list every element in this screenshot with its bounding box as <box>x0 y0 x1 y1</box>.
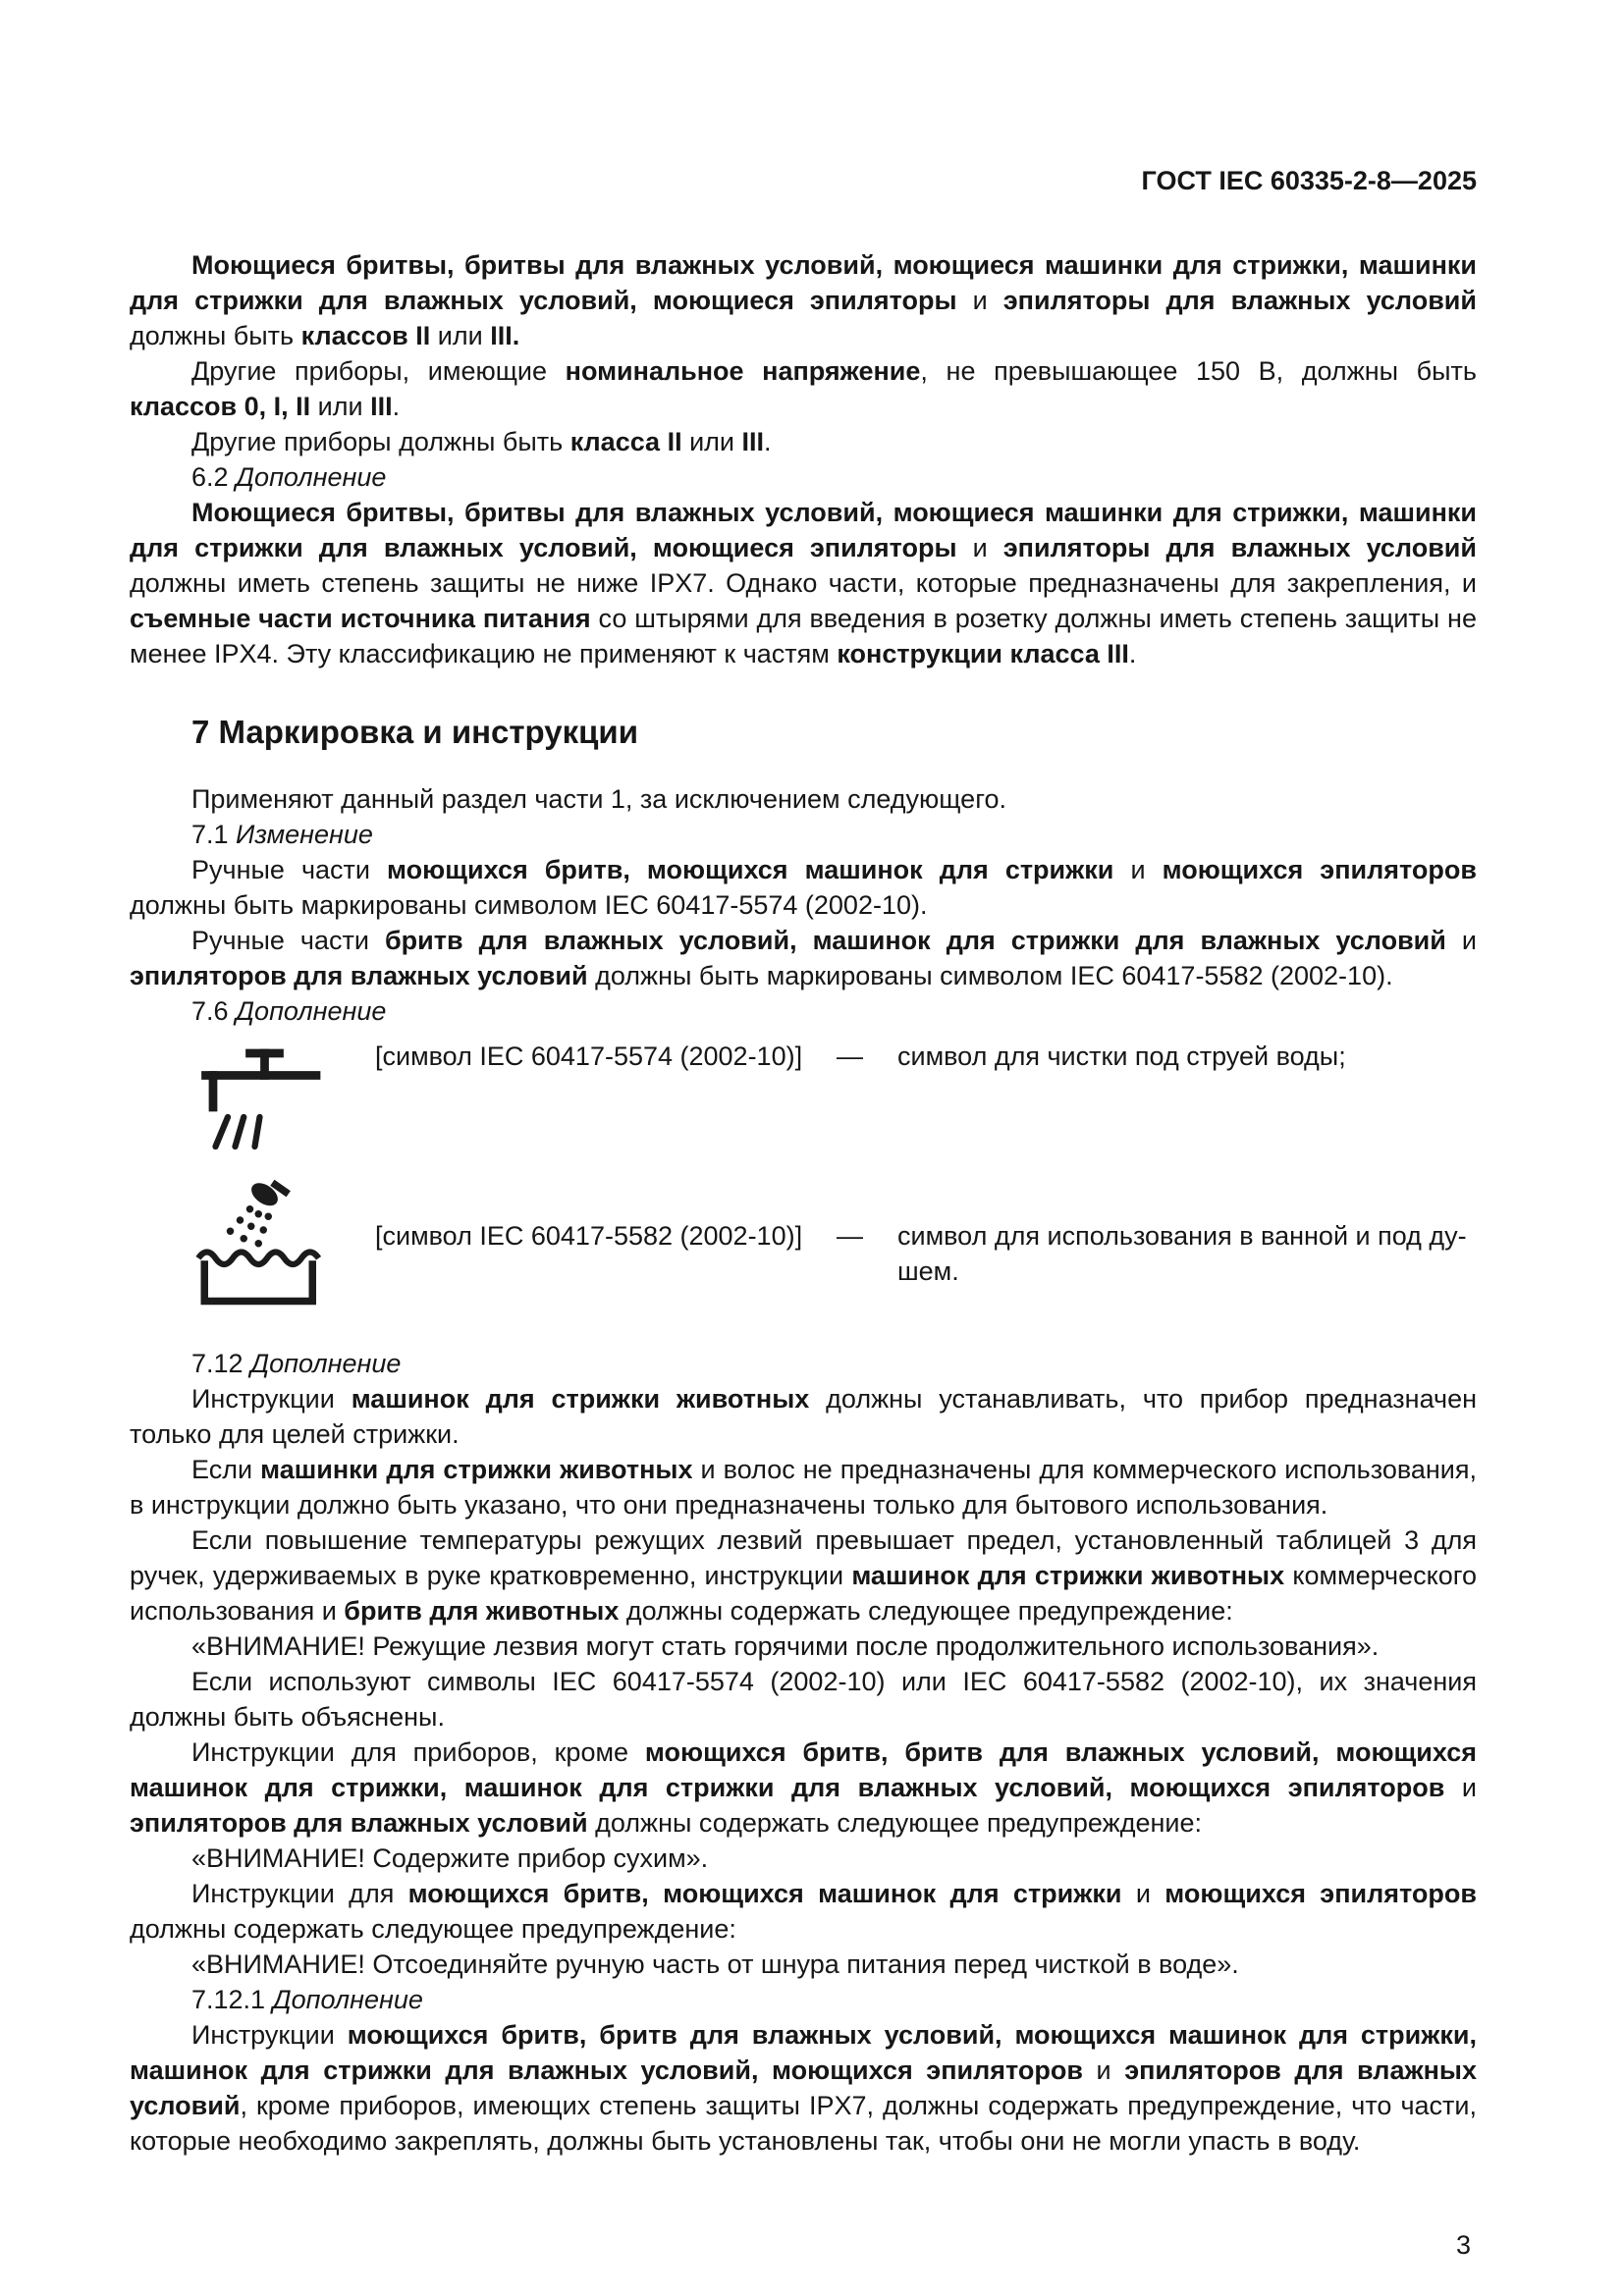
symbol-row-tap <box>130 1039 1477 1161</box>
section-heading: 7 Маркировка и инструкции <box>191 714 639 750</box>
paragraph: Моющиеся бритвы, бритвы для влажных условий, моющиеся машинки для стрижки, машинки для стрижки для влажных условий, моющиеся эпиляторы и эпиляторы для влажных условий должны иметь степень защиты не ниже IPX7. Однако части, которые предназначены для закрепления, и съемные части источника питания со штырями для введения в розетку должны иметь степень защиты не менее IPX4. Эту классификацию не применяют к частям конструкции класса III. <box>130 498 1478 668</box>
paragraph: Инструкции для приборов, кроме моющихся бритв, бритв для влажных условий, моющихся машинок для стрижки, машинок для стрижки для влажных условий, моющихся эпиляторов и эпиляторов для влажных условий должны содержать следующее предупреждение: <box>130 1737 1477 1838</box>
paragraph: Моющиеся бритвы, бритвы для влажных условий, моющиеся машинки для стрижки, машинки для стрижки для влажных условий, моющиеся эпиляторы и эпиляторы для влажных условий должны быть классов II или III. <box>130 250 1478 350</box>
dash: — <box>837 1041 863 1071</box>
symbol-reference: [символ IEC 60417-5582 (2002-10)] <box>375 1221 803 1251</box>
paragraph: Другие приборы должны быть класса II или III. <box>191 427 772 456</box>
clause-label: 6.2 Дополнение <box>191 462 387 492</box>
paragraph: Инструкции машинок для стрижки животных должны устанавливать, что прибор предназначен только для целей стрижки. <box>130 1384 1478 1449</box>
document-content <box>130 247 1477 2159</box>
symbol-description-line: шем. <box>897 1256 959 1286</box>
page-header: ГОСТ IEC 60335-2-8—2025 <box>1141 166 1477 195</box>
symbol-reference: [символ IEC 60417-5574 (2002-10)] <box>375 1041 803 1071</box>
clause-label: 7.6 Дополнение <box>191 996 387 1026</box>
symbol-description <box>897 1177 1477 1289</box>
clause-label: 7.12 Дополнение <box>191 1349 402 1378</box>
dash: — <box>837 1221 863 1251</box>
paragraph: Другие приборы, имеющие номинальное напряжение, не превышающее 150 В, должны быть классов 0, I, II или III. <box>130 356 1477 421</box>
symbol-description-line: символ для использования в ванной и под ду- <box>897 1221 1467 1251</box>
symbol-row-shower <box>130 1177 1477 1312</box>
warning-paragraph: «ВНИМАНИЕ! Режущие лезвия могут стать горячими после продолжительного использования». <box>191 1631 1380 1661</box>
symbol-description-line: символ для чистки под струей воды; <box>897 1041 1346 1071</box>
paragraph: Инструкции для моющихся бритв, моющихся машинок для стрижки и моющихся эпиляторов должны содержать следующее предупреждение: <box>130 1879 1477 1944</box>
warning-paragraph: «ВНИМАНИЕ! Содержите прибор сухим». <box>191 1843 709 1873</box>
page-number: 3 <box>1455 2230 1471 2260</box>
paragraph: Если используют символы IEC 60417-5574 (2002-10) или IEC 60417-5582 (2002-10), их значения должны быть объяснены. <box>130 1667 1477 1732</box>
paragraph: Применяют данный раздел части 1, за исключением следующего. <box>191 784 1006 814</box>
symbol-description <box>897 1039 1477 1074</box>
shower-icon <box>189 1177 346 1312</box>
paragraph: Если машинки для стрижки животных и волос не предназначены для коммерческого использования, в инструкции должно быть указано, что они предназначены только для бытового использования. <box>130 1455 1478 1520</box>
warning-paragraph: «ВНИМАНИЕ! Отсоединяйте ручную часть от шнура питания перед чисткой в воде». <box>191 1949 1239 1979</box>
tap-icon <box>189 1039 346 1161</box>
paragraph: Ручные части бритв для влажных условий, машинок для стрижки для влажных условий и эпиляторов для влажных условий должны быть маркированы символом IEC 60417-5582 (2002-10). <box>130 926 1477 990</box>
clause-label: 7.12.1 Дополнение <box>191 1985 423 2014</box>
paragraph: Если повышение температуры режущих лезвий превышает предел, установленный таблицей 3 для ручек, удерживаемых в руке кратковременно, инструкции машинок для стрижки животных коммерческого использования и бритв для животных должны содержать следующее предупреждение: <box>130 1525 1478 1626</box>
paragraph: Ручные части моющихся бритв, моющихся машинок для стрижки и моющихся эпиляторов должны быть маркированы символом IEC 60417-5574 (2002-10). <box>130 855 1477 920</box>
clause-label: 7.1 Изменение <box>191 820 373 849</box>
paragraph: Инструкции моющихся бритв, бритв для влажных условий, моющихся машинок для стрижки, машинок для стрижки для влажных условий, моющихся эпиляторов и эпиляторов для влажных условий, кроме приборов, имеющих степень защиты IPX7, должны содержать предупреждение, что части, которые необходимо закреплять, должны быть установлены так, чтобы они не могли упасть в воду. <box>130 2020 1477 2156</box>
